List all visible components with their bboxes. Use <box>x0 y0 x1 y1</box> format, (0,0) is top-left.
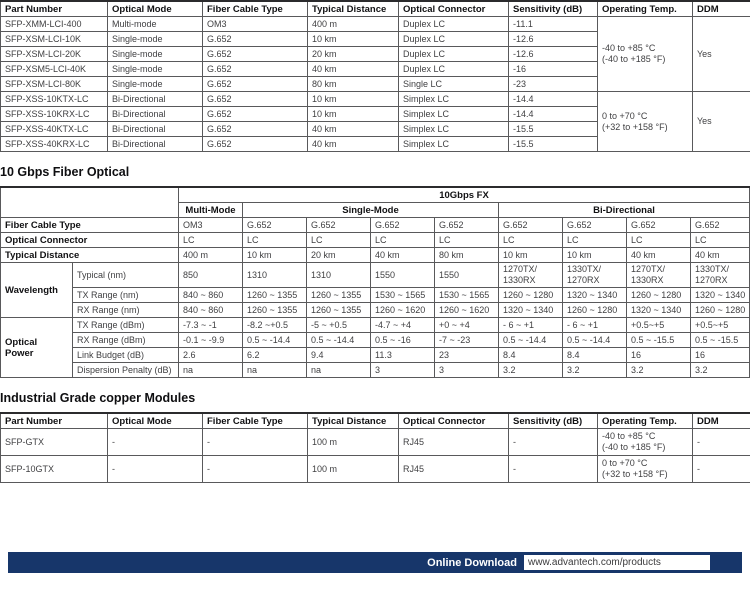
header-cell: DDM <box>693 413 750 429</box>
mode-header-cell: Single-Mode <box>243 203 499 218</box>
sub-label-cell: Dispersion Penalty (dB) <box>73 363 179 378</box>
cell: Multi-mode <box>108 17 203 32</box>
cell: - <box>203 429 308 456</box>
cell: -0.1 ~ -9.9 <box>179 333 243 348</box>
ddm-cell: Yes <box>693 92 750 152</box>
cell: 1550 <box>435 263 499 288</box>
cell: LC <box>435 233 499 248</box>
cell: - <box>203 456 308 483</box>
cell: 20 km <box>307 248 371 263</box>
cell: G.652 <box>243 218 307 233</box>
cell: Simplex LC <box>399 122 509 137</box>
cell: OM3 <box>203 17 308 32</box>
copper-modules-table <box>0 412 750 483</box>
cell: Duplex LC <box>399 62 509 77</box>
header-cell: Sensitivity (dB) <box>509 1 598 17</box>
cell: G.652 <box>435 218 499 233</box>
table-header-row <box>1 1 750 17</box>
cell: 840 ~ 860 <box>179 288 243 303</box>
cell: G.652 <box>203 122 308 137</box>
table-row <box>1 248 750 263</box>
ddm-cell: Yes <box>693 17 750 92</box>
cell: G.652 <box>563 218 627 233</box>
cell: RJ45 <box>399 456 509 483</box>
cell: LC <box>307 233 371 248</box>
cell: +0 ~ +4 <box>435 318 499 333</box>
cell: 840 ~ 860 <box>179 303 243 318</box>
cell: Single-mode <box>108 47 203 62</box>
cell: 11.3 <box>371 348 435 363</box>
cell: 80 km <box>435 248 499 263</box>
cell: Bi-Directional <box>108 137 203 152</box>
cell: -7 ~ -23 <box>435 333 499 348</box>
cell: Duplex LC <box>399 32 509 47</box>
cell: G.652 <box>203 137 308 152</box>
online-download-label: Online Download <box>427 556 517 569</box>
cell: 3 <box>435 363 499 378</box>
cell: +0.5~+5 <box>627 318 691 333</box>
section-title-10gbps-fiber-optical: 10 Gbps Fiber Optical <box>0 165 130 179</box>
cell: - <box>509 456 598 483</box>
cell: -16 <box>509 62 598 77</box>
cell: G.652 <box>203 62 308 77</box>
cell: - <box>108 429 203 456</box>
cell: +0.5~+5 <box>691 318 750 333</box>
cell: 40 km <box>691 248 750 263</box>
cell: 6.2 <box>243 348 307 363</box>
operating-temp-cell: -40 to +85 °C (-40 to +185 °F) <box>598 429 693 456</box>
cell: SFP-XSS-10KTX-LC <box>1 92 108 107</box>
header-cell: Typical Distance <box>308 1 399 17</box>
cell: -14.4 <box>509 92 598 107</box>
header-cell: Optical Connector <box>399 413 509 429</box>
cell: 9.4 <box>307 348 371 363</box>
cell: 1330TX/ 1270RX <box>563 263 627 288</box>
row-group-label-cell: Wavelength <box>1 263 73 318</box>
cell: Duplex LC <box>399 47 509 62</box>
cell: SFP-XSM-LCI-80K <box>1 77 108 92</box>
cell: -12.6 <box>509 32 598 47</box>
cell: Bi-Directional <box>108 107 203 122</box>
cell: 23 <box>435 348 499 363</box>
cell: LC <box>371 233 435 248</box>
cell: 40 km <box>627 248 691 263</box>
table-row <box>1 233 750 248</box>
sub-label-cell: TX Range (nm) <box>73 288 179 303</box>
cell: G.652 <box>203 77 308 92</box>
cell: 40 km <box>308 62 399 77</box>
table-row <box>1 92 750 107</box>
cell: 2.6 <box>179 348 243 363</box>
cell: LC <box>499 233 563 248</box>
group-header-cell: 10Gbps FX <box>179 187 750 203</box>
cell: G.652 <box>371 218 435 233</box>
mode-header-cell: Multi-Mode <box>179 203 243 218</box>
table-row <box>1 263 750 288</box>
cell: G.652 <box>203 32 308 47</box>
cell: LC <box>627 233 691 248</box>
sfp-modules-table <box>0 0 750 152</box>
cell: Single-mode <box>108 77 203 92</box>
cell: -15.5 <box>509 137 598 152</box>
row-label-cell: Typical Distance <box>1 248 179 263</box>
cell: 10 km <box>499 248 563 263</box>
cell: 3 <box>371 363 435 378</box>
sub-label-cell: Typical (nm) <box>73 263 179 288</box>
table-row <box>1 456 750 483</box>
cell: - 6 ~ +1 <box>499 318 563 333</box>
cell: SFP-XSS-40KRX-LC <box>1 137 108 152</box>
cell: -8.2 ~+0.5 <box>243 318 307 333</box>
cell: G.652 <box>203 47 308 62</box>
sub-label-cell: RX Range (dBm) <box>73 333 179 348</box>
table-row <box>1 318 750 333</box>
cell: 3.2 <box>563 363 627 378</box>
header-cell: Part Number <box>1 1 108 17</box>
cell: 1310 <box>243 263 307 288</box>
cell: 16 <box>627 348 691 363</box>
cell: 3.2 <box>627 363 691 378</box>
cell: 0.5 ~ -14.4 <box>499 333 563 348</box>
cell: 8.4 <box>563 348 627 363</box>
cell: RJ45 <box>399 429 509 456</box>
table-row <box>1 429 750 456</box>
row-label-cell: Optical Connector <box>1 233 179 248</box>
cell: 1260 ~ 1620 <box>435 303 499 318</box>
mode-header-cell: Bi-Directional <box>499 203 750 218</box>
cell: LC <box>243 233 307 248</box>
operating-temp-cell: 0 to +70 °C (+32 to +158 °F) <box>598 456 693 483</box>
table-row <box>1 187 750 203</box>
cell: 1270TX/ 1330RX <box>499 263 563 288</box>
cell: 1270TX/ 1330RX <box>627 263 691 288</box>
header-cell: Fiber Cable Type <box>203 413 308 429</box>
cell: 1550 <box>371 263 435 288</box>
cell: 0.5 ~ -16 <box>371 333 435 348</box>
header-cell: DDM <box>693 1 750 17</box>
cell: 10 km <box>563 248 627 263</box>
header-cell: Optical Mode <box>108 1 203 17</box>
table-row <box>1 363 750 378</box>
table-header-row <box>1 413 750 429</box>
cell: Simplex LC <box>399 107 509 122</box>
cell: Bi-Directional <box>108 122 203 137</box>
header-cell: Operating Temp. <box>598 1 693 17</box>
header-cell: Optical Mode <box>108 413 203 429</box>
cell: 1260 ~ 1355 <box>307 303 371 318</box>
cell: G.652 <box>627 218 691 233</box>
sub-label-cell: TX Range (dBm) <box>73 318 179 333</box>
cell: G.652 <box>203 107 308 122</box>
table-row <box>1 333 750 348</box>
cell: SFP-XMM-LCI-400 <box>1 17 108 32</box>
cell: 3.2 <box>691 363 750 378</box>
section-title-copper-modules: Industrial Grade copper Modules <box>0 391 196 405</box>
table-row <box>1 17 750 32</box>
row-group-label-cell: Optical Power <box>1 318 73 378</box>
empty-corner-cell <box>1 187 179 218</box>
cell: 100 m <box>308 429 399 456</box>
ddm-cell: - <box>693 429 750 456</box>
cell: 1260 ~ 1355 <box>243 288 307 303</box>
table-row <box>1 288 750 303</box>
cell: -4.7 ~ +4 <box>371 318 435 333</box>
header-cell: Operating Temp. <box>598 413 693 429</box>
cell: LC <box>179 233 243 248</box>
cell: 1260 ~ 1280 <box>627 288 691 303</box>
cell: 1320 ~ 1340 <box>499 303 563 318</box>
cell: G.652 <box>203 92 308 107</box>
cell: SFP-XSM-LCI-20K <box>1 47 108 62</box>
cell: 10 km <box>308 32 399 47</box>
fiber-10g-table <box>0 186 750 378</box>
cell: SFP-XSM5-LCI-40K <box>1 62 108 77</box>
cell: 1260 ~ 1620 <box>371 303 435 318</box>
cell: G.652 <box>499 218 563 233</box>
cell: -7.3 ~ -1 <box>179 318 243 333</box>
cell: G.652 <box>307 218 371 233</box>
cell: 0.5 ~ -14.4 <box>243 333 307 348</box>
cell: 1320 ~ 1340 <box>627 303 691 318</box>
cell: -11.1 <box>509 17 598 32</box>
cell: 1320 ~ 1340 <box>691 288 750 303</box>
online-download-bar <box>8 552 742 573</box>
cell: 850 <box>179 263 243 288</box>
cell: 1260 ~ 1280 <box>499 288 563 303</box>
cell: - 6 ~ +1 <box>563 318 627 333</box>
cell: na <box>243 363 307 378</box>
table-row <box>1 348 750 363</box>
cell: Single LC <box>399 77 509 92</box>
table-row <box>1 218 750 233</box>
cell: Simplex LC <box>399 92 509 107</box>
cell: -15.5 <box>509 122 598 137</box>
cell: LC <box>563 233 627 248</box>
sub-label-cell: Link Budget (dB) <box>73 348 179 363</box>
cell: 0.5 ~ -14.4 <box>307 333 371 348</box>
cell: 1330TX/ 1270RX <box>691 263 750 288</box>
cell: 100 m <box>308 456 399 483</box>
cell: G.652 <box>691 218 750 233</box>
cell: 400 m <box>308 17 399 32</box>
cell: SFP-GTX <box>1 429 108 456</box>
cell: 0.5 ~ -15.5 <box>627 333 691 348</box>
cell: 400 m <box>179 248 243 263</box>
cell: na <box>307 363 371 378</box>
header-cell: Fiber Cable Type <box>203 1 308 17</box>
table-row <box>1 303 750 318</box>
cell: Single-mode <box>108 62 203 77</box>
ddm-cell: - <box>693 456 750 483</box>
cell: 40 km <box>308 137 399 152</box>
cell: 10 km <box>308 92 399 107</box>
operating-temp-cell: -40 to +85 °C (-40 to +185 °F) <box>598 17 693 92</box>
header-cell: Part Number <box>1 413 108 429</box>
cell: - <box>509 429 598 456</box>
cell: -14.4 <box>509 107 598 122</box>
cell: 1530 ~ 1565 <box>435 288 499 303</box>
cell: 10 km <box>243 248 307 263</box>
cell: 1260 ~ 1280 <box>691 303 750 318</box>
cell: -5 ~ +0.5 <box>307 318 371 333</box>
header-cell: Typical Distance <box>308 413 399 429</box>
cell: 16 <box>691 348 750 363</box>
cell: 0.5 ~ -15.5 <box>691 333 750 348</box>
cell: 40 km <box>308 122 399 137</box>
cell: 1260 ~ 1355 <box>307 288 371 303</box>
cell: OM3 <box>179 218 243 233</box>
row-label-cell: Fiber Cable Type <box>1 218 179 233</box>
cell: SFP-XSM-LCI-10K <box>1 32 108 47</box>
download-url: www.advantech.com/products <box>524 555 710 570</box>
cell: 3.2 <box>499 363 563 378</box>
cell: 1260 ~ 1280 <box>563 303 627 318</box>
cell: -23 <box>509 77 598 92</box>
cell: 1310 <box>307 263 371 288</box>
cell: SFP-XSS-10KRX-LC <box>1 107 108 122</box>
cell: na <box>179 363 243 378</box>
cell: Simplex LC <box>399 137 509 152</box>
cell: SFP-XSS-40KTX-LC <box>1 122 108 137</box>
cell: Single-mode <box>108 32 203 47</box>
cell: Duplex LC <box>399 17 509 32</box>
cell: 8.4 <box>499 348 563 363</box>
cell: 20 km <box>308 47 399 62</box>
cell: 0.5 ~ -14.4 <box>563 333 627 348</box>
cell: 40 km <box>371 248 435 263</box>
operating-temp-cell: 0 to +70 °C (+32 to +158 °F) <box>598 92 693 152</box>
sub-label-cell: RX Range (nm) <box>73 303 179 318</box>
cell: Bi-Directional <box>108 92 203 107</box>
cell: -12.6 <box>509 47 598 62</box>
header-cell: Sensitivity (dB) <box>509 413 598 429</box>
cell: 80 km <box>308 77 399 92</box>
cell: - <box>108 456 203 483</box>
cell: 1320 ~ 1340 <box>563 288 627 303</box>
cell: LC <box>691 233 750 248</box>
header-cell: Optical Connector <box>399 1 509 17</box>
cell: 1260 ~ 1355 <box>243 303 307 318</box>
cell: 1530 ~ 1565 <box>371 288 435 303</box>
cell: 10 km <box>308 107 399 122</box>
cell: SFP-10GTX <box>1 456 108 483</box>
